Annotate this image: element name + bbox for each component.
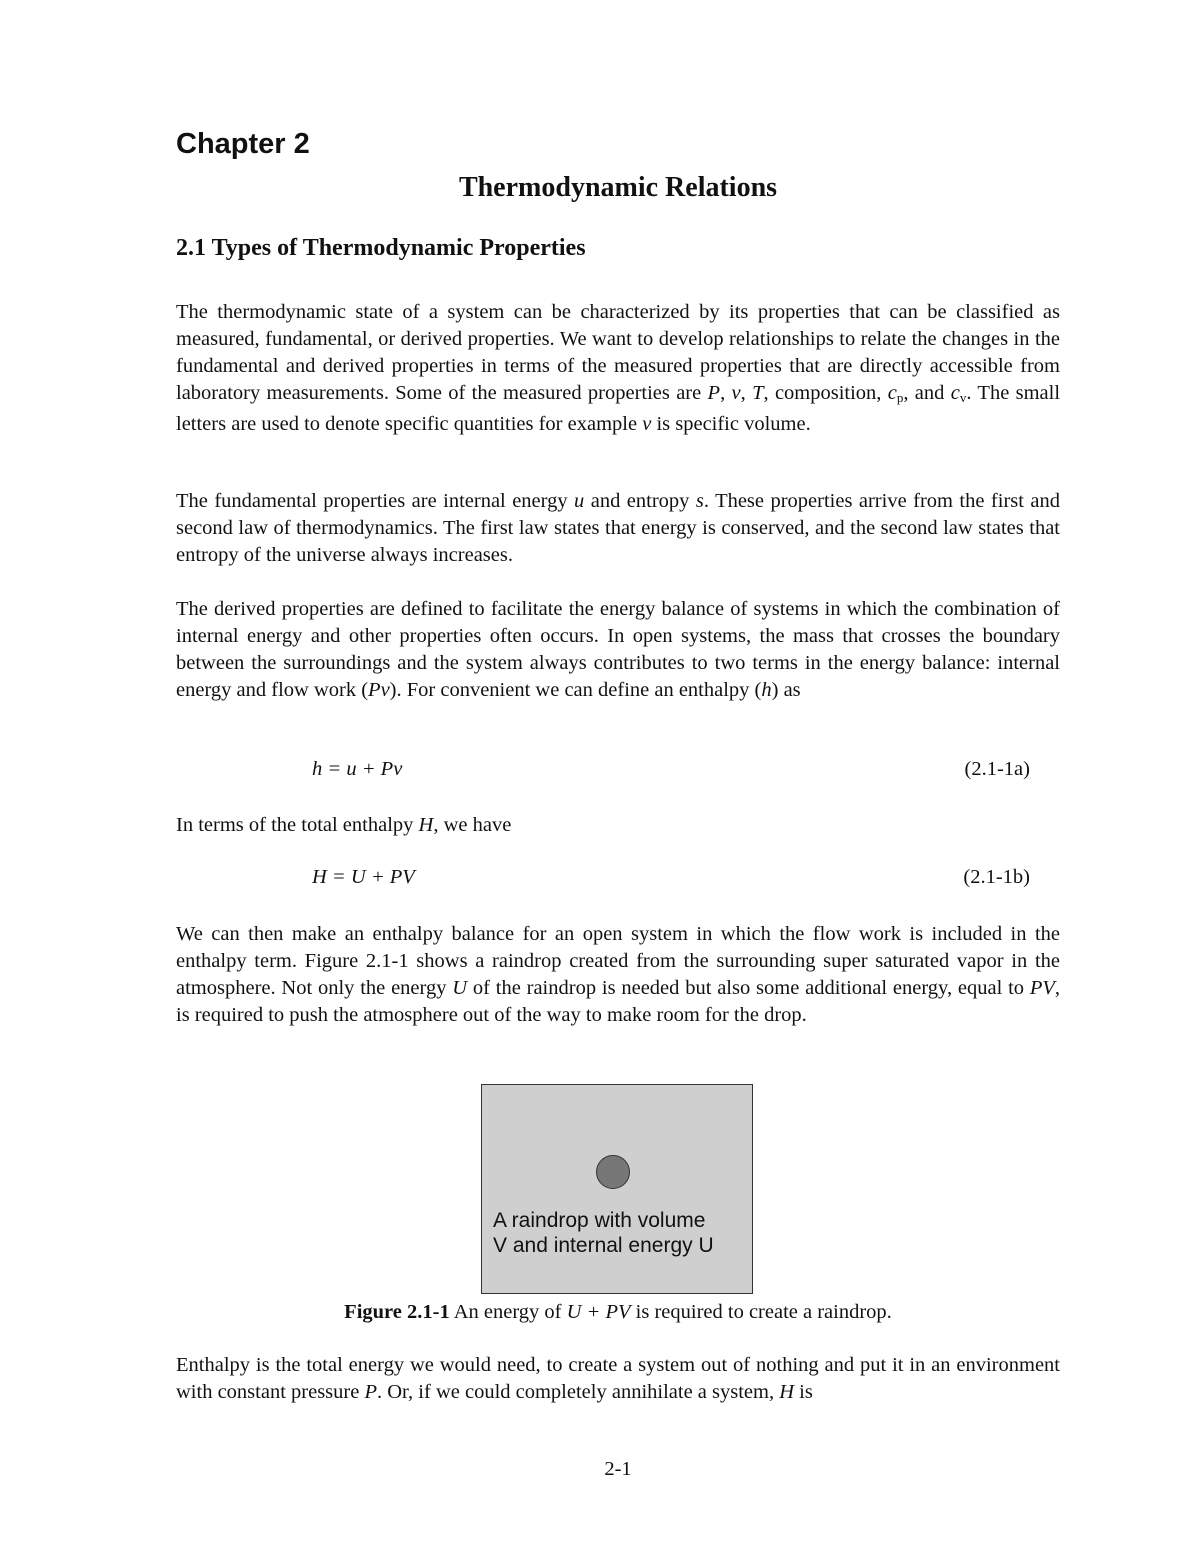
figure-label-line-1: A raindrop with volume <box>493 1209 706 1232</box>
chapter-title: Thermodynamic Relations <box>458 172 778 203</box>
equation-2-1-1a <box>312 758 1030 781</box>
figure-caption: Figure 2.1-1 An energy of U + PV is required to create a raindrop. <box>344 1301 892 1323</box>
paragraph-measured-properties: The thermodynamic state of a system can be characterized by its properties that can be classified as measured, fundamental, or derived properties. We want to develop relationships to relate the changes in the fundamental and derived properties in terms of the measured properties that are directly accessible from laboratory measurements. Some of the measured properties are P, v, T, composition, $c_p$, and $c_v$. The small letters are used to denote specific quantities for example v is specific volume. <box>176 301 1061 435</box>
figure-label <box>493 1208 714 1258</box>
paragraph-enthalpy-balance: We can then make an enthalpy balance for an open system in which the flow work is included in the enthalpy term. Figure 2.1-1 shows a raindrop created from the surrounding super saturated vapor in the atmosphere. Not only the energy U of the raindrop is needed but also some additional energy, equal to PV, is required to push the atmosphere out of the way to make room for the drop. <box>176 923 1060 1026</box>
equation-number: (2.1-1b) <box>963 866 1030 888</box>
equation-number: (2.1-1a) <box>964 758 1030 780</box>
chapter-label: Chapter 2 <box>176 128 310 160</box>
paragraph-enthalpy-definition: Enthalpy is the total energy we would need, to create a system out of nothing and put it in an environment with constant pressure P. Or, if we could completely annihilate a system, H is <box>176 1354 1060 1403</box>
paragraph-total-enthalpy: In terms of the total enthalpy H, we have <box>176 814 512 836</box>
equation-expression: H = U + PV <box>312 866 415 888</box>
section-heading: 2.1 Types of Thermodynamic Properties <box>176 235 586 261</box>
raindrop-circle <box>596 1155 630 1189</box>
paragraph-fundamental-properties: The fundamental properties are internal energy u and entropy s. These properties arrive from the first and second law of thermodynamics. The first law states that energy is conserved, and the second law states that entropy of the universe always increases. <box>176 490 1060 566</box>
equation-expression: h = u + Pv <box>312 758 403 780</box>
page-number: 2-1 <box>604 1458 632 1480</box>
figure-label-line-2: V and internal energy U <box>493 1234 714 1257</box>
raindrop-figure <box>481 1084 753 1294</box>
paragraph-derived-properties: The derived properties are defined to facilitate the energy balance of systems in which the combination of internal energy and other properties often occurs. In open systems, the mass that crosses the boundary between the surroundings and the system always contributes to two terms in the energy balance: internal energy and flow work (Pv). For convenient we can define an enthalpy (h) as <box>176 598 1060 701</box>
equation-2-1-1b <box>312 866 1030 889</box>
